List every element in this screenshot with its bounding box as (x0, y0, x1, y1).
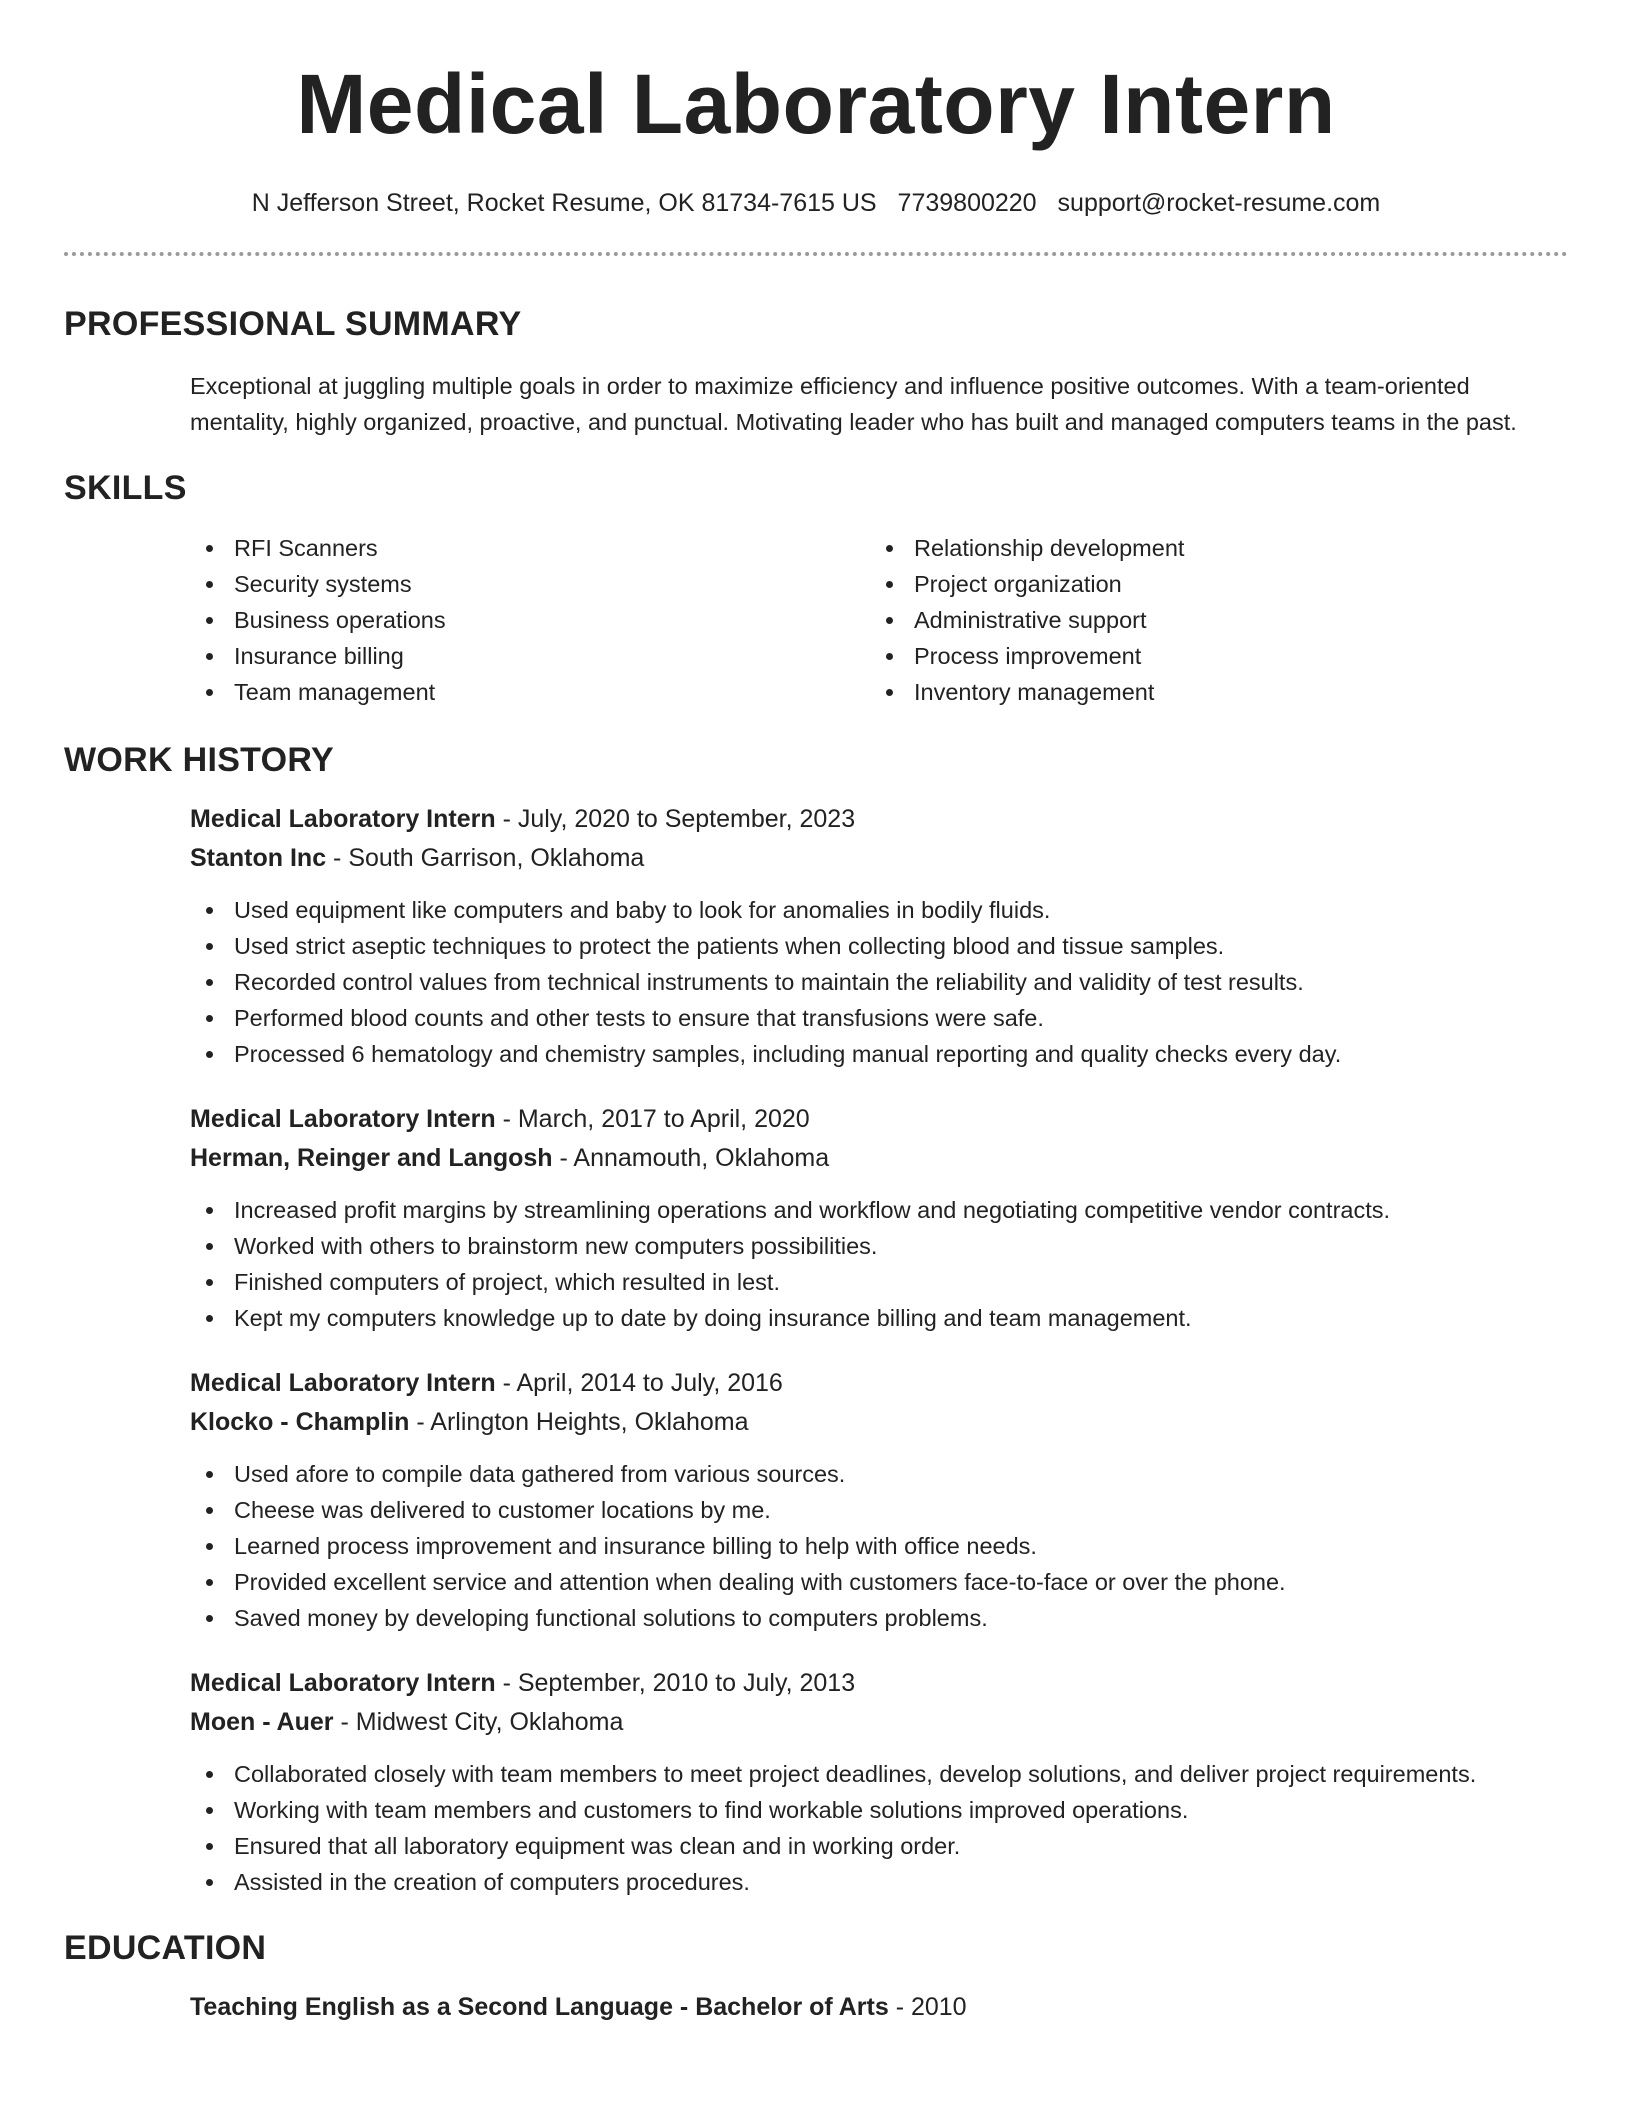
contact-email: support@rocket-resume.com (1057, 189, 1381, 217)
job-title-line (190, 800, 1568, 839)
job-company-line (190, 1703, 1568, 1742)
job-entry (190, 1664, 1568, 1900)
skill-item: Insurance billing (190, 638, 870, 674)
job-title-line (190, 1364, 1568, 1403)
skill-item: Relationship development (870, 530, 1550, 566)
skill-item: Business operations (190, 602, 870, 638)
job-role: Medical Laboratory Intern (190, 1669, 496, 1697)
job-bullets (190, 1192, 1568, 1336)
skill-item: Security systems (190, 566, 870, 602)
job-bullet: Working with team members and customers to find workable solutions improved operations. (190, 1792, 1568, 1828)
job-bullet: Provided excellent service and attention when dealing with customers face-to-face or over the phone. (190, 1564, 1568, 1600)
job-bullet: Finished computers of project, which resulted in lest. (190, 1264, 1568, 1300)
job-bullet: Performed blood counts and other tests to ensure that transfusions were safe. (190, 1000, 1568, 1036)
skills-heading: SKILLS (64, 469, 187, 507)
job-bullet: Cheese was delivered to customer locations by me. (190, 1492, 1568, 1528)
header-divider (64, 252, 1568, 256)
job-company-line (190, 1403, 1568, 1442)
skill-item: RFI Scanners (190, 530, 870, 566)
skill-item: Team management (190, 674, 870, 710)
job-bullet: Kept my computers knowledge up to date by doing insurance billing and team management. (190, 1300, 1568, 1336)
contact-phone: 7739800220 (897, 189, 1037, 217)
education-heading: EDUCATION (64, 1929, 267, 1967)
job-company: Moen - Auer (190, 1708, 334, 1736)
work-history-list (64, 800, 1568, 1900)
job-role: Medical Laboratory Intern (190, 1369, 496, 1397)
job-bullet: Assisted in the creation of computers procedures. (190, 1864, 1568, 1900)
skill-item: Administrative support (870, 602, 1550, 638)
job-bullet: Saved money by developing functional solutions to computers problems. (190, 1600, 1568, 1636)
summary-text: Exceptional at juggling multiple goals in order to maximize efficiency and influence positive outcomes. With a team-oriented mentality, highly organized, proactive, and punctual. Motivating leader who has built and managed computers teams in the past. (190, 373, 1517, 435)
job-entry (190, 1100, 1568, 1336)
job-bullets (190, 892, 1568, 1072)
education-entry (190, 1988, 1568, 2027)
job-bullet: Worked with others to brainstorm new computers possibilities. (190, 1228, 1568, 1264)
job-bullet: Used afore to compile data gathered from various sources. (190, 1456, 1568, 1492)
work-history-heading: WORK HISTORY (64, 741, 334, 779)
job-company: Herman, Reinger and Langosh (190, 1144, 553, 1172)
skill-item: Project organization (870, 566, 1550, 602)
job-bullet: Collaborated closely with team members to meet project deadlines, develop solutions, and deliver project requirements. (190, 1756, 1568, 1792)
contact-line (64, 188, 1568, 218)
job-location: - Midwest City, Oklahoma (333, 1708, 624, 1736)
job-dates: - April, 2014 to July, 2016 (495, 1369, 783, 1397)
job-company: Stanton Inc (190, 844, 327, 872)
job-bullet: Ensured that all laboratory equipment was clean and in working order. (190, 1828, 1568, 1864)
job-company-line (190, 1139, 1568, 1178)
job-dates: - March, 2017 to April, 2020 (495, 1105, 810, 1133)
job-title-line (190, 1664, 1568, 1703)
job-location: - Annamouth, Oklahoma (552, 1144, 830, 1172)
job-role: Medical Laboratory Intern (190, 1105, 496, 1133)
job-entry (190, 1364, 1568, 1636)
candidate-name: Medical Laboratory Intern (296, 57, 1336, 151)
job-title-line (190, 1100, 1568, 1139)
skills-column-right (870, 530, 1550, 710)
skills-grid (190, 530, 1568, 710)
skill-item: Inventory management (870, 674, 1550, 710)
job-bullets (190, 1456, 1568, 1636)
skill-item: Process improvement (870, 638, 1550, 674)
job-location: - Arlington Heights, Oklahoma (409, 1408, 749, 1436)
job-company: Klocko - Champlin (190, 1408, 410, 1436)
skills-column-left (190, 530, 870, 710)
summary-heading: PROFESSIONAL SUMMARY (64, 305, 522, 343)
education-year: - 2010 (888, 1993, 967, 2021)
job-dates: - September, 2010 to July, 2013 (495, 1669, 856, 1697)
contact-address: N Jefferson Street, Rocket Resume, OK 81734-7615 US (251, 189, 877, 217)
education-degree: Teaching English as a Second Language - Bachelor of Arts (190, 1993, 889, 2021)
job-bullet: Recorded control values from technical instruments to maintain the reliability and validity of test results. (190, 964, 1568, 1000)
job-dates: - July, 2020 to September, 2023 (495, 805, 856, 833)
job-bullets (190, 1756, 1568, 1900)
job-bullet: Processed 6 hematology and chemistry samples, including manual reporting and quality checks every day. (190, 1036, 1568, 1072)
job-company-line (190, 839, 1568, 878)
job-entry (190, 800, 1568, 1072)
job-location: - South Garrison, Oklahoma (326, 844, 645, 872)
job-bullet: Learned process improvement and insurance billing to help with office needs. (190, 1528, 1568, 1564)
job-bullet: Increased profit margins by streamlining operations and workflow and negotiating competitive vendor contracts. (190, 1192, 1568, 1228)
job-bullet: Used strict aseptic techniques to protect the patients when collecting blood and tissue samples. (190, 928, 1568, 964)
job-bullet: Used equipment like computers and baby to look for anomalies in bodily fluids. (190, 892, 1568, 928)
job-role: Medical Laboratory Intern (190, 805, 496, 833)
